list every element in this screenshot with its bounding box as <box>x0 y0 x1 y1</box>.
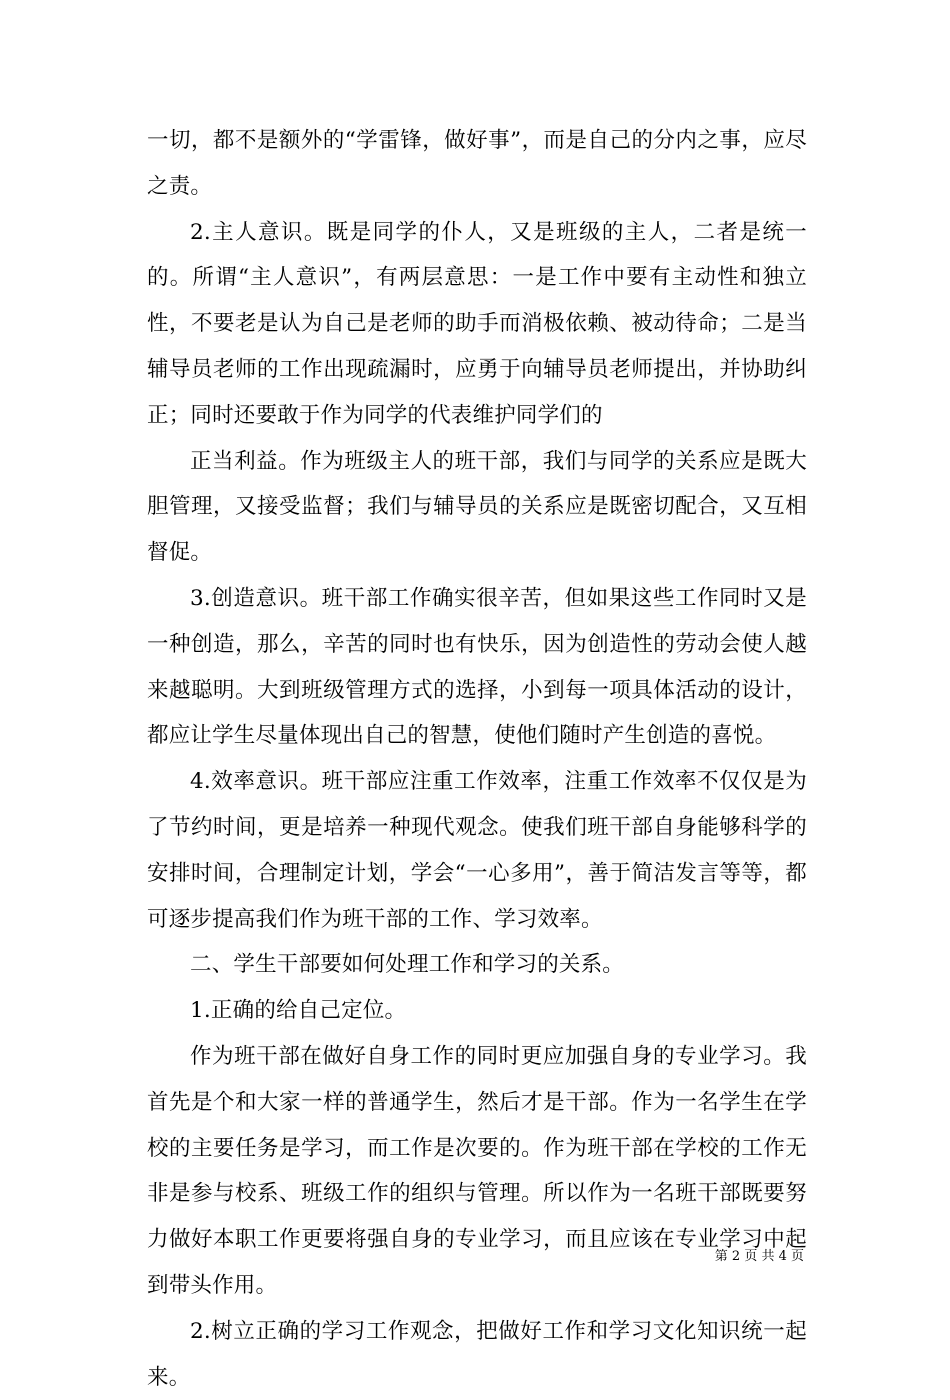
paragraph-3: 正当利益。作为班级主人的班干部，我们与同学的关系应是既大胆管理，又接受监督；我们与辅导员的关系应是既密切配合，又互相督促。 <box>147 448 807 566</box>
paragraph-5: 4.效率意识。班干部应注重工作效率，注重工作效率不仅仅是为了节约时间，更是培养一种现代观念。使我们班干部自身能够科学的安排时间，合理制定计划，学会“一心多用”，善于简洁发言等等，都可逐步提高我们作为班干部的工作、学习效率。 <box>147 769 807 932</box>
section-heading: 二、学生干部要如何处理工作和学习的关系。 <box>190 952 625 978</box>
paragraph-4: 3.创造意识。班干部工作确实很辛苦，但如果这些工作同时又是一种创造，那么，辛苦的同时也有快乐，因为创造性的劳动会使人越来越聪明。大到班级管理方式的选择，小到每一项具体活动的设计，都应让学生尽量体现出自己的智慧，使他们随时产生创造的喜悦。 <box>147 585 807 749</box>
page-number-footer: 第 2 页 共 4 页 <box>714 1249 804 1264</box>
paragraph-9: 2.树立正确的学习工作观念，把做好工作和学习文化知识统一起来。 <box>147 1318 807 1390</box>
paragraph-7: 1.正确的给自己定位。 <box>190 998 407 1024</box>
paragraph-2: 2.主人意识。既是同学的仆人，又是班级的主人，二者是统一的。所谓“主人意识”，有两层意思：一是工作中要有主动性和独立性，不要老是认为自己是老师的助手而消极依赖、被动待命；二是当辅导员老师的工作出现疏漏时，应勇于向辅导员老师提出，并协助纠正；同时还要敢于作为同学的代表维护同学们的 <box>147 219 807 428</box>
document-body <box>147 118 807 1400</box>
paragraph-1: 一切，都不是额外的“学雷锋，做好事”，而是自己的分内之事，应尽之责。 <box>147 128 807 199</box>
paragraph-8: 作为班干部在做好自身工作的同时更应加强自身的专业学习。我首先是个和大家一样的普通学生，然后才是干部。作为一名学生在学校的主要任务是学习，而工作是次要的。作为班干部在学校的工作无非是参与校系、班级工作的组织与管理。所以作为一名班干部既要努力做好本职工作更要将强自身的专业学习，而且应该在专业学习中起到带头作用。 <box>147 1043 807 1298</box>
